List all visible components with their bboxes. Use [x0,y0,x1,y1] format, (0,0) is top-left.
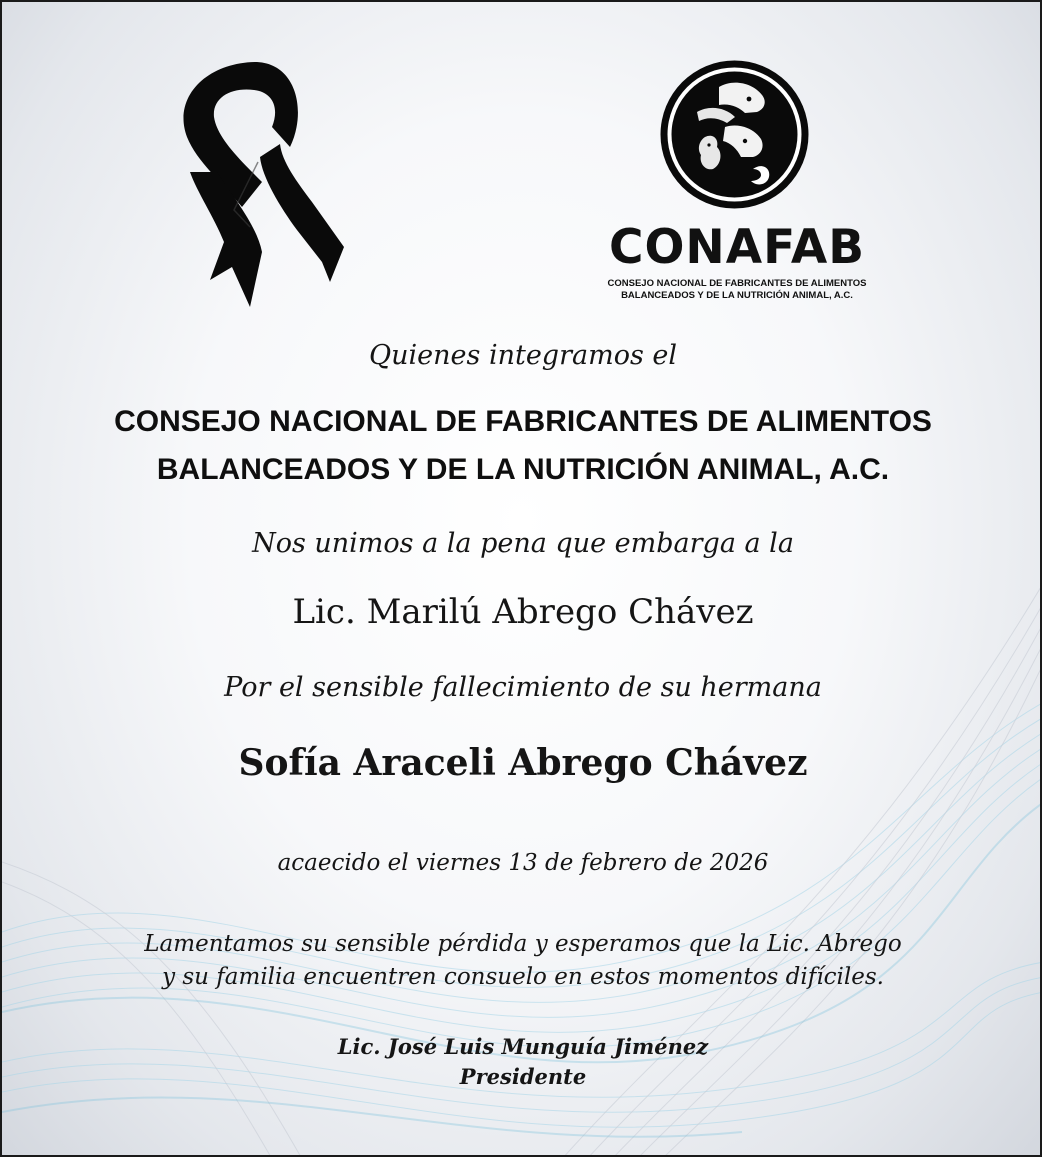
conafab-logo-icon [657,57,812,212]
date-text: acaecido el viernes 13 de febrero de 2026 [277,850,769,876]
logo-subtitle-line-2: BALANCEADOS Y DE LA NUTRICIÓN ANIMAL, A.C. [621,290,853,301]
reason-text: Por el sensible fallecimiento de su hermana [224,672,822,703]
signer-name: Lic. José Luis Munguía Jiménez [337,1034,709,1059]
signature-block [2,1032,1042,1092]
logo-subtitle-line-1: CONSEJO NACIONAL DE FABRICANTES DE ALIMENTOS [607,278,867,289]
recipient-name: Lic. Marilú Abrego Chávez [292,592,754,632]
organization-line-1: CONSEJO NACIONAL DE FABRICANTES DE ALIMENTOS [114,405,932,438]
organization-line-2: BALANCEADOS Y DE LA NUTRICIÓN ANIMAL, A.C. [156,453,890,486]
signer-title: Presidente [459,1064,587,1089]
lament-line-2: y su familia encuentren consuelo en estos momentos difíciles. [162,964,884,990]
condolence-text: Nos unimos a la pena que embarga a la [252,528,794,559]
deceased-name: Sofía Araceli Abrego Chávez [238,742,808,784]
intro-text: Quienes integramos el [369,340,677,371]
logo-wordmark: CONAFAB [608,220,866,275]
mourning-ribbon-icon [162,52,362,312]
lament-message [2,928,1042,994]
lament-line-1: Lamentamos su sensible pérdida y esperamos que la Lic. Abrego [144,931,902,957]
organization-name [2,398,1042,494]
logo-subtitle [602,278,872,302]
